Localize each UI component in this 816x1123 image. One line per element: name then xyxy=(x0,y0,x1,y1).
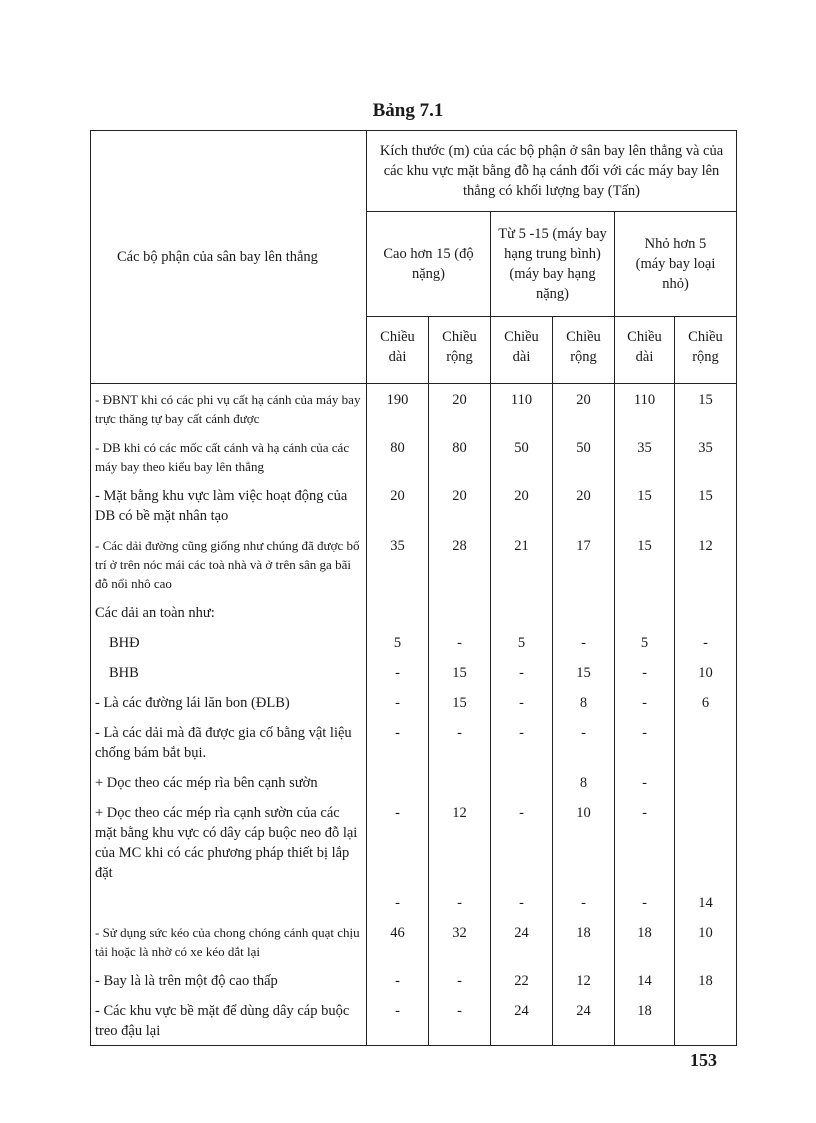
cell-value: 15 xyxy=(429,687,491,717)
sub-header-length: Chiều dài xyxy=(491,317,553,384)
cell-value: 32 xyxy=(429,917,491,965)
cell-value: 8 xyxy=(553,767,615,797)
cell-value: - xyxy=(615,717,675,767)
cell-value: 50 xyxy=(553,432,615,480)
row-label: - Mặt bằng khu vực làm việc hoạt động của DB có bề mặt nhân tạo xyxy=(91,480,367,530)
cell-value xyxy=(615,597,675,627)
cell-value: 35 xyxy=(675,432,737,480)
cell-value: 15 xyxy=(675,384,737,433)
table-row xyxy=(91,597,737,627)
cell-value xyxy=(553,597,615,627)
table-row xyxy=(91,384,737,433)
cell-value: 5 xyxy=(367,627,429,657)
cell-value: 10 xyxy=(675,917,737,965)
table-row xyxy=(91,627,737,657)
cell-value: 5 xyxy=(615,627,675,657)
cell-value: - xyxy=(615,887,675,917)
cell-value: 15 xyxy=(429,657,491,687)
cell-value: 14 xyxy=(615,965,675,995)
cell-value: 190 xyxy=(367,384,429,433)
table-row xyxy=(91,480,737,530)
cell-value: 46 xyxy=(367,917,429,965)
cell-value: 110 xyxy=(615,384,675,433)
table-row xyxy=(91,717,737,767)
cell-value: 20 xyxy=(553,480,615,530)
cell-value: - xyxy=(429,965,491,995)
table-title: Bảng 7.1 xyxy=(372,100,444,121)
cell-value: 18 xyxy=(675,965,737,995)
row-label: - Các dải đường cũng giống như chúng đã được bố trí ở trên nóc mái các toà nhà và ở trên sân ga bãi đỗ nổi nhô cao xyxy=(91,530,367,597)
dimensions-table xyxy=(90,130,737,1046)
row-label: - Bay là là trên một độ cao thấp xyxy=(91,965,367,995)
cell-value xyxy=(675,767,737,797)
cell-value: - xyxy=(429,627,491,657)
cell-value xyxy=(367,597,429,627)
row-label: - ĐBNT khi có các phi vụ cất hạ cánh của máy bay trực thăng tự bay cất cánh được xyxy=(91,384,367,433)
cell-value: 15 xyxy=(553,657,615,687)
cell-value: - xyxy=(553,627,615,657)
sub-header-length: Chiều dài xyxy=(367,317,429,384)
cell-value: - xyxy=(491,657,553,687)
cell-value: 24 xyxy=(491,917,553,965)
cell-value: - xyxy=(675,627,737,657)
cell-value: 6 xyxy=(675,687,737,717)
cell-value: 20 xyxy=(553,384,615,433)
cell-value: - xyxy=(615,657,675,687)
cell-value: 18 xyxy=(615,995,675,1046)
table-row xyxy=(91,657,737,687)
cell-value xyxy=(367,767,429,797)
cell-value: - xyxy=(491,717,553,767)
row-label xyxy=(91,887,367,917)
cell-value: - xyxy=(367,965,429,995)
table-row xyxy=(91,965,737,995)
cell-value: - xyxy=(553,887,615,917)
row-label: - Các khu vực bề mặt để dùng dây cáp buộc treo đậu lại xyxy=(91,995,367,1046)
cell-value xyxy=(675,717,737,767)
table-body xyxy=(91,384,737,1046)
table-row xyxy=(91,917,737,965)
row-label: Các dải an toàn như: xyxy=(91,597,367,627)
cell-value: 5 xyxy=(491,627,553,657)
row-label: - Là các dải mà đã được gia cố bằng vật liệu chống bám bắt bụi. xyxy=(91,717,367,767)
cell-value: 22 xyxy=(491,965,553,995)
sub-header-width: Chiều rộng xyxy=(429,317,491,384)
cell-value xyxy=(491,767,553,797)
cell-value: - xyxy=(615,797,675,887)
cell-value: 15 xyxy=(675,480,737,530)
cell-value: 10 xyxy=(553,797,615,887)
cell-value: 80 xyxy=(429,432,491,480)
cell-value: 15 xyxy=(615,530,675,597)
cell-value: 110 xyxy=(491,384,553,433)
sub-header-width: Chiều rộng xyxy=(675,317,737,384)
table-row xyxy=(91,687,737,717)
category-light: Nhỏ hơn 5 (máy bay loại nhỏ) xyxy=(615,212,737,317)
cell-value: 20 xyxy=(491,480,553,530)
sub-header-length: Chiều dài xyxy=(615,317,675,384)
cell-value: 20 xyxy=(429,480,491,530)
cell-value: - xyxy=(367,687,429,717)
cell-value: 12 xyxy=(675,530,737,597)
cell-value: 17 xyxy=(553,530,615,597)
table-row xyxy=(91,530,737,597)
cell-value: - xyxy=(615,767,675,797)
cell-value: - xyxy=(429,887,491,917)
cell-value: - xyxy=(491,687,553,717)
cell-value: - xyxy=(429,717,491,767)
cell-value xyxy=(429,597,491,627)
table-row xyxy=(91,767,737,797)
cell-value xyxy=(675,797,737,887)
cell-value: - xyxy=(367,797,429,887)
cell-value: 21 xyxy=(491,530,553,597)
table-row xyxy=(91,995,737,1046)
category-heavy: Cao hơn 15 (độ nặng) xyxy=(367,212,491,317)
cell-value: 20 xyxy=(429,384,491,433)
cell-value: - xyxy=(367,887,429,917)
row-label: + Dọc theo các mép rìa bên cạnh sườn xyxy=(91,767,367,797)
cell-value: 12 xyxy=(429,797,491,887)
table-row xyxy=(91,797,737,887)
cell-value xyxy=(491,597,553,627)
cell-value xyxy=(429,767,491,797)
sub-header-width: Chiều rộng xyxy=(553,317,615,384)
cell-value: 18 xyxy=(553,917,615,965)
dimension-header: Kích thước (m) của các bộ phận ở sân bay lên thẳng và của các khu vực mặt bằng đỗ hạ cánh đối với các máy bay lên thẳng có khối lượng bay (Tấn) xyxy=(367,131,737,212)
cell-value: - xyxy=(491,797,553,887)
cell-value: - xyxy=(367,717,429,767)
table-row xyxy=(91,887,737,917)
cell-value: 35 xyxy=(367,530,429,597)
component-column-header: Các bộ phận của sân bay lên thẳng xyxy=(91,131,367,384)
cell-value: 80 xyxy=(367,432,429,480)
cell-value: - xyxy=(553,717,615,767)
row-label: BHĐ xyxy=(91,627,367,657)
cell-value: 15 xyxy=(615,480,675,530)
cell-value: 8 xyxy=(553,687,615,717)
cell-value: 24 xyxy=(553,995,615,1046)
cell-value: 20 xyxy=(367,480,429,530)
cell-value: 18 xyxy=(615,917,675,965)
cell-value: 12 xyxy=(553,965,615,995)
row-label: BHB xyxy=(91,657,367,687)
cell-value: 10 xyxy=(675,657,737,687)
cell-value: - xyxy=(429,995,491,1046)
row-label: - Là các đường lái lăn bon (ĐLB) xyxy=(91,687,367,717)
cell-value: 28 xyxy=(429,530,491,597)
row-label: - DB khi có các mốc cất cánh và hạ cánh của các máy bay theo kiểu bay lên thẳng xyxy=(91,432,367,480)
row-label: - Sử dụng sức kéo của chong chóng cánh quạt chịu tải hoặc là nhờ có xe kéo dắt lại xyxy=(91,917,367,965)
cell-value: - xyxy=(615,687,675,717)
table-row xyxy=(91,432,737,480)
cell-value: 24 xyxy=(491,995,553,1046)
cell-value: 14 xyxy=(675,887,737,917)
cell-value: - xyxy=(491,887,553,917)
row-label: + Dọc theo các mép rìa cạnh sườn của các mặt bằng khu vực có dây cáp buộc neo đỗ lại của MC khi có các phương pháp thiết bị lắp đặt xyxy=(91,797,367,887)
cell-value: 35 xyxy=(615,432,675,480)
cell-value: 50 xyxy=(491,432,553,480)
cell-value xyxy=(675,597,737,627)
cell-value: - xyxy=(367,657,429,687)
category-medium: Từ 5 -15 (máy bay hạng trung bình) (máy bay hạng nặng) xyxy=(491,212,615,317)
cell-value xyxy=(675,995,737,1046)
cell-value: - xyxy=(367,995,429,1046)
page-number: 153 xyxy=(690,1050,717,1070)
